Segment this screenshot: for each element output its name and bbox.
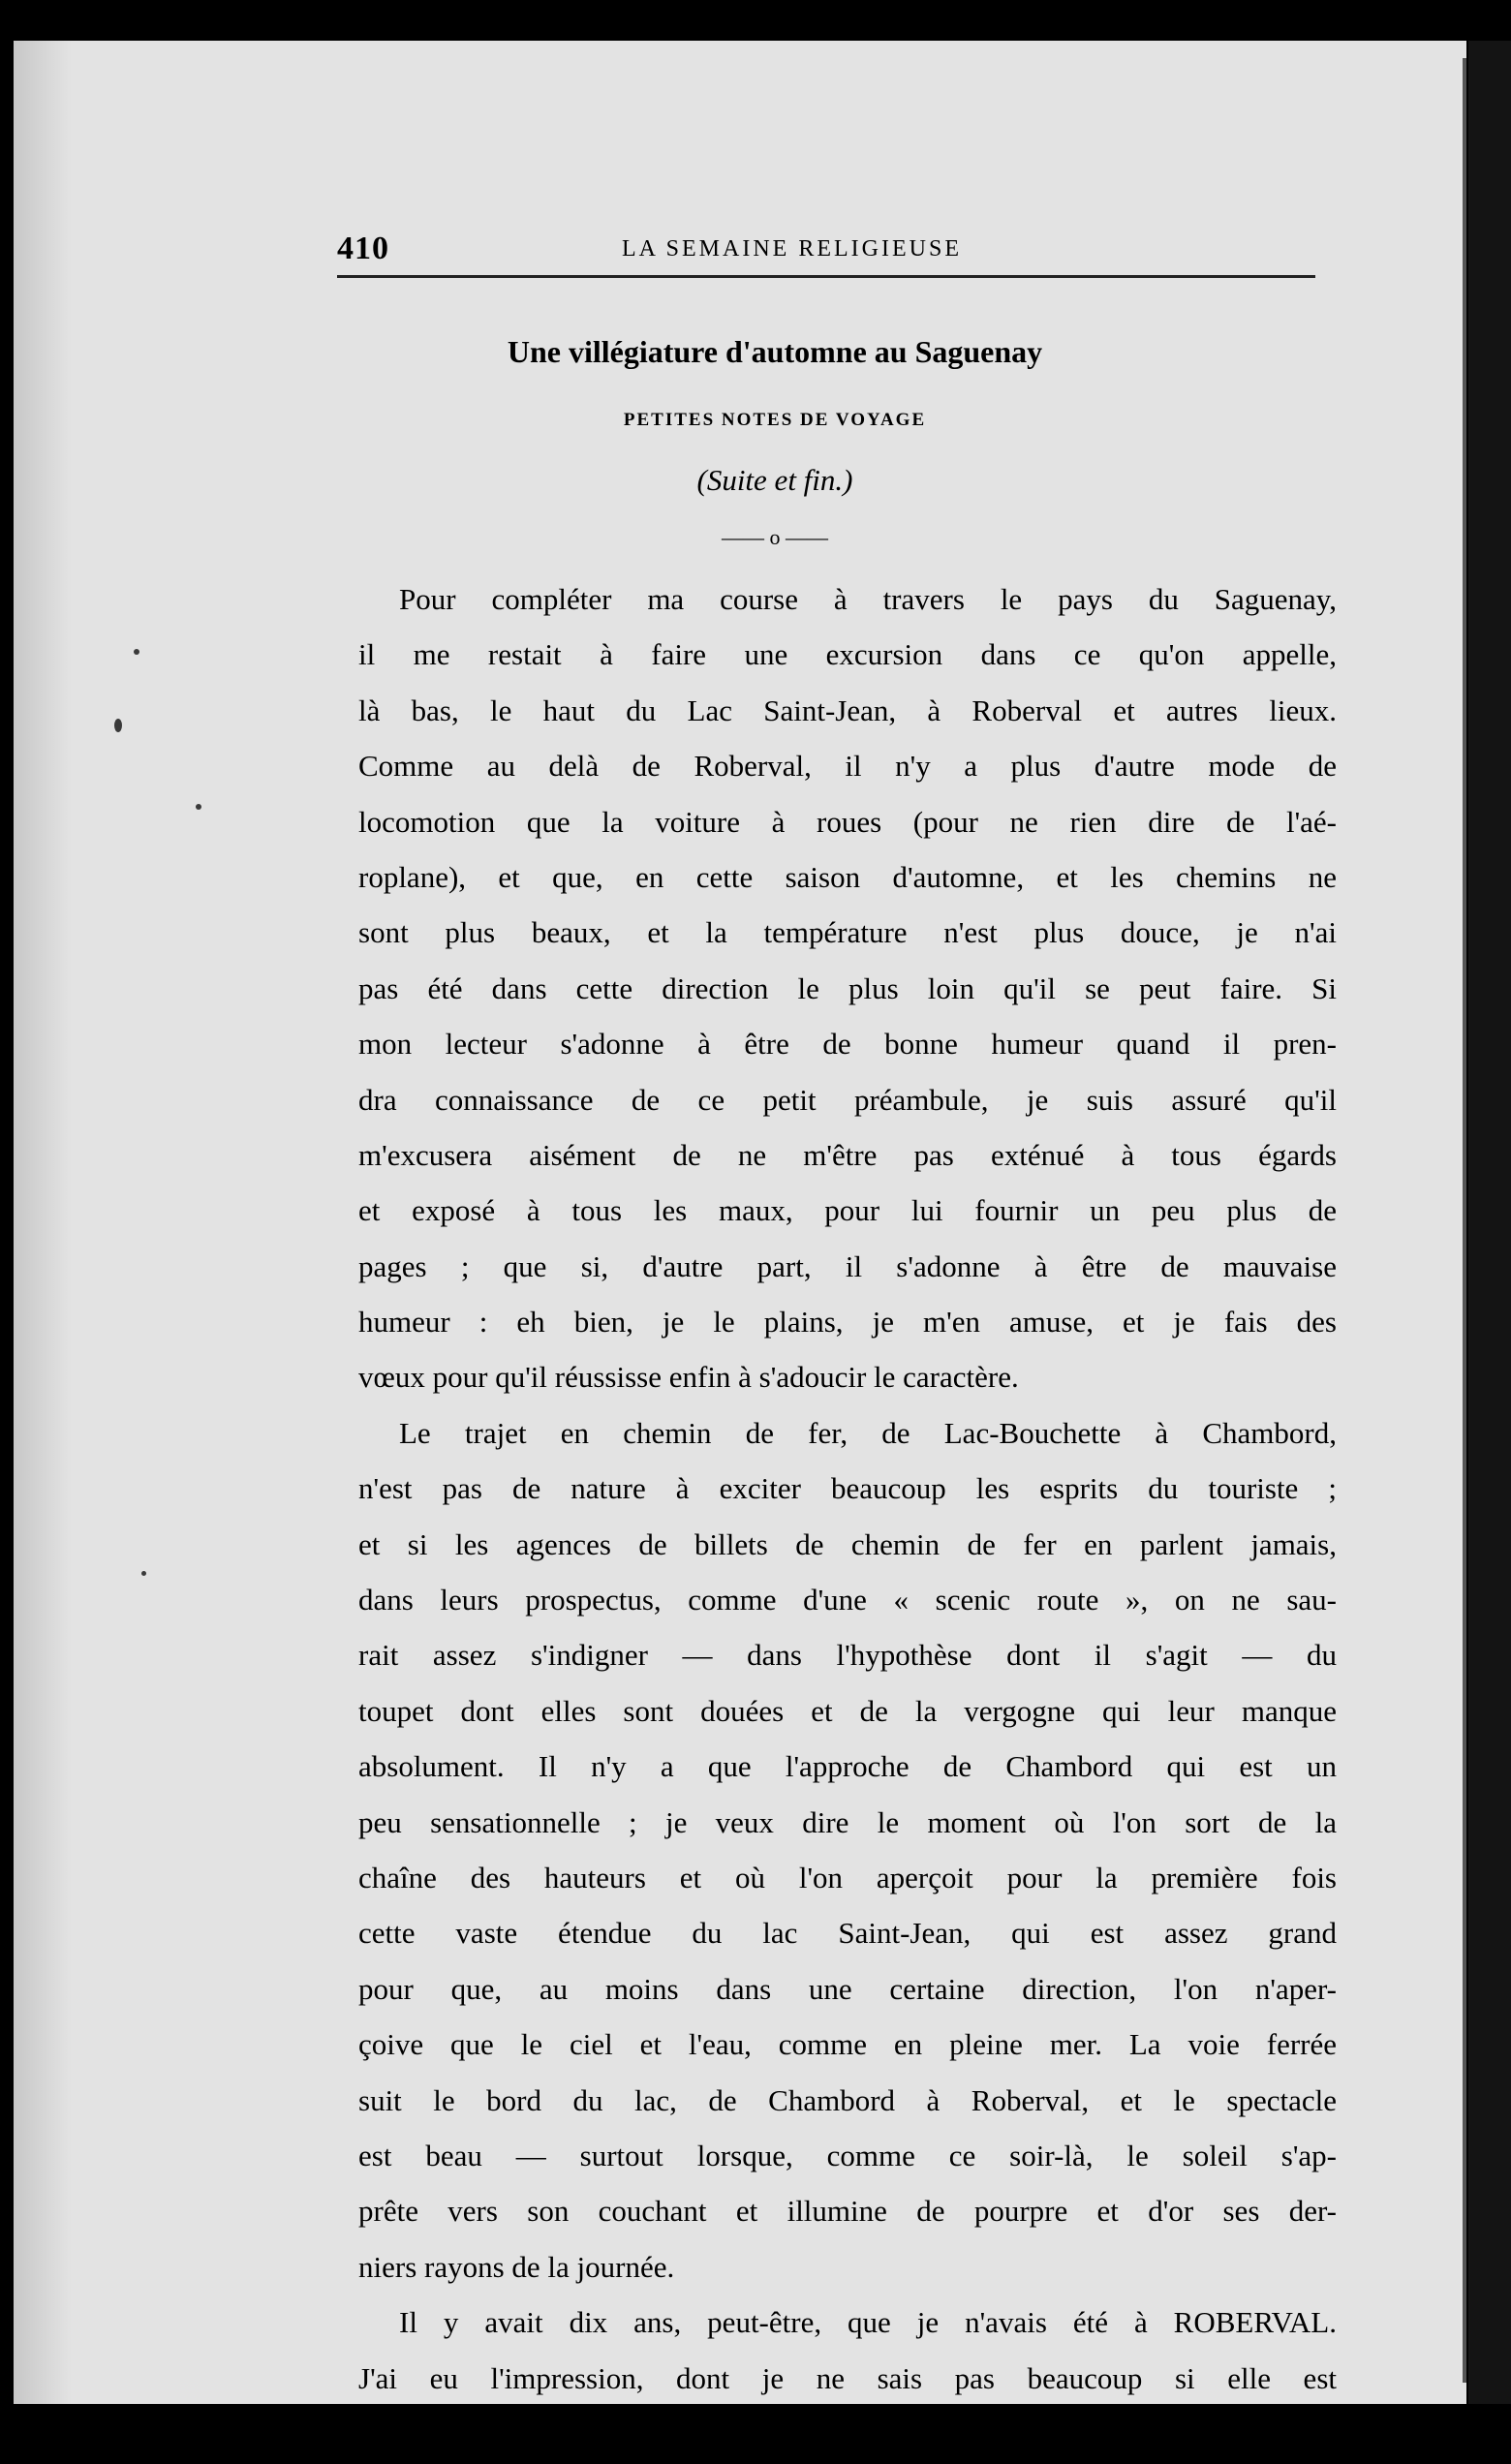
article-subtitle: PETITES NOTES DE VOYAGE — [623, 410, 927, 430]
text-line: humeur : eh bien, je le plains, je m'en amuse, et je fais des — [358, 1305, 1337, 1340]
gutter-shadow — [14, 41, 72, 2404]
facing-page-shadow — [1468, 41, 1511, 2404]
facing-page-edge — [1463, 58, 1466, 2383]
margin-speck — [114, 719, 122, 732]
text-line: il me restait à faire une excursion dans ce qu'on appelle, — [358, 637, 1337, 672]
header-rule — [337, 275, 1315, 278]
margin-speck — [196, 804, 201, 810]
text-line: absolument. Il n'y a que l'approche de Chambord qui est un — [358, 1749, 1337, 1784]
text-line: Il y avait dix ans, peut-être, que je n'avais été à ROBERVAL. — [399, 2305, 1337, 2340]
continuation-note: (Suite et fin.) — [696, 463, 853, 497]
text-line: pas été dans cette direction le plus loin qu'il se peut faire. Si — [358, 970, 1337, 1005]
section-ornament: —— o —— — [722, 525, 828, 549]
margin-speck — [141, 1571, 146, 1576]
text-line: niers rayons de la journée. — [358, 2249, 675, 2284]
text-line: et exposé à tous les maux, pour lui fournir un peu plus de — [358, 1193, 1337, 1228]
text-line: rait assez s'indigner — dans l'hypothèse dont il s'agit — du — [358, 1638, 1337, 1673]
article-title: Une villégiature d'automne au Saguenay — [507, 334, 1043, 369]
text-line: peu sensationnelle ; je veux dire le moment où l'on sort de la — [358, 1804, 1337, 1839]
text-line: roplane), et que, en cette saison d'automne, et les chemins ne — [358, 859, 1337, 894]
text-line: suit le bord du lac, de Chambord à Roberval, et le spectacle — [358, 2082, 1337, 2117]
text-line: est beau — surtout lorsque, comme ce soir-là, le soleil s'ap- — [358, 2138, 1337, 2172]
text-line: dra connaissance de ce petit préambule, je suis assuré qu'il — [358, 1082, 1337, 1117]
text-line: pour que, au moins dans une certaine direction, l'on n'aper- — [358, 1971, 1337, 2006]
text-line: prête vers son couchant et illumine de pourpre et d'or ses der- — [358, 2194, 1337, 2229]
text-line: et si les agences de billets de chemin de fer en parlent jamais, — [358, 1526, 1337, 1561]
text-line: J'ai eu l'impression, dont je ne sais pas beaucoup si elle est — [358, 2360, 1337, 2395]
text-line: vœux pour qu'il réussisse enfin à s'adoucir le caractère. — [358, 1360, 1019, 1395]
text-line: Pour compléter ma course à travers le pays du Saguenay, — [399, 582, 1337, 616]
text-line: çoive que le ciel et l'eau, comme en pleine mer. La voie ferrée — [358, 2027, 1337, 2062]
text-line: cette vaste étendue du lac Saint-Jean, qui est assez grand — [358, 1916, 1337, 1951]
text-line: chaîne des hauteurs et où l'on aperçoit pour la première fois — [358, 1860, 1337, 1894]
text-line: m'excusera aisément de ne m'être pas exténué à tous égards — [358, 1137, 1337, 1172]
journal-title: LA SEMAINE RELIGIEUSE — [622, 236, 962, 262]
text-line: sont plus beaux, et la température n'est plus douce, je n'ai — [358, 915, 1337, 950]
text-line: là bas, le haut du Lac Saint-Jean, à Roberval et autres lieux. — [358, 693, 1337, 727]
text-line: toupet dont elles sont douées et de la vergogne qui leur manque — [358, 1693, 1337, 1728]
text-line: dans leurs prospectus, comme d'une « scenic route », on ne sau- — [358, 1583, 1337, 1617]
running-head — [337, 231, 1315, 277]
text-line: locomotion que la voiture à roues (pour ne rien dire de l'aé- — [358, 804, 1337, 839]
text-line: n'est pas de nature à exciter beaucoup les esprits du touriste ; — [358, 1471, 1337, 1506]
text-line: pages ; que si, d'autre part, il s'adonne à être de mauvaise — [358, 1248, 1337, 1283]
margin-speck — [134, 649, 139, 655]
text-line: Le trajet en chemin de fer, de Lac-Bouchette à Chambord, — [399, 1415, 1337, 1450]
page-number: 410 — [337, 231, 389, 266]
text-line: Comme au delà de Roberval, il n'y a plus d'autre mode de — [358, 749, 1337, 784]
text-line: mon lecteur s'adonne à être de bonne humeur quand il pren- — [358, 1027, 1337, 1062]
article-body — [358, 571, 1337, 2406]
